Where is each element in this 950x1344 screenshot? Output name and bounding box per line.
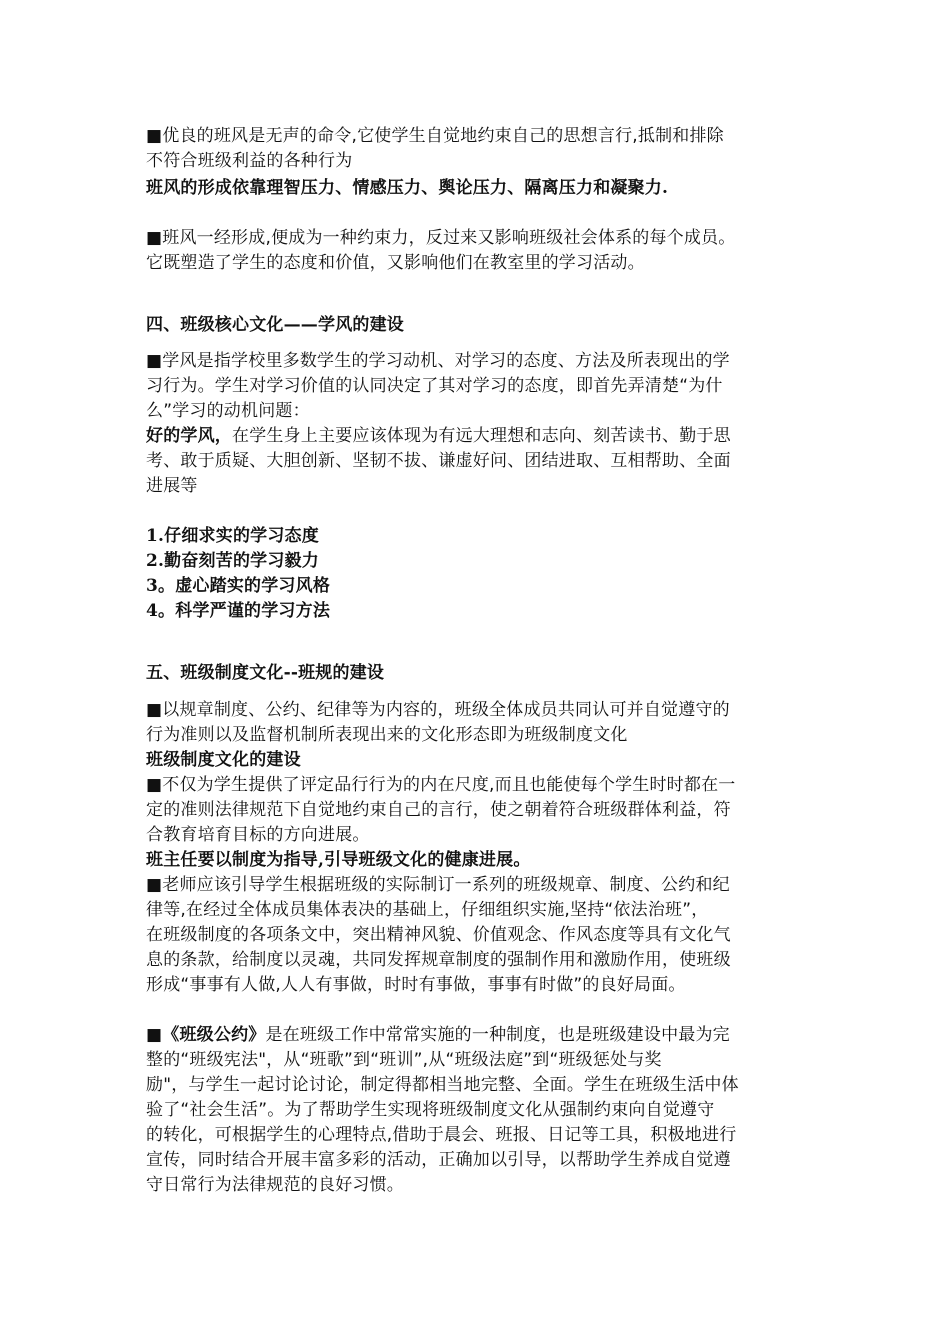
paragraph-line: 进展等 xyxy=(146,476,198,496)
paragraph-line: ■班风一经形成,便成为一种约束力，反过来又影响班级社会体系的每个成员。 xyxy=(146,228,736,248)
section-heading: 五、班级制度文化--班规的建设 xyxy=(146,663,385,683)
list-item: 1.仔细求实的学习态度 xyxy=(146,526,319,546)
paragraph-line: 息的条款，给制度以灵魂，共同发挥规章制度的强制作用和激励作用，使班级 xyxy=(146,950,731,970)
list-item: 4。科学严谨的学习方法 xyxy=(146,601,331,621)
bold-lead: 《班级公约》 xyxy=(162,1025,266,1045)
paragraph-line: 习行为。学生对学习价值的认同决定了其对学习的态度，即首先弄清楚“为什 xyxy=(146,376,723,396)
paragraph-line: ■老师应该引导学生根据班级的实际制订一系列的班级规章、制度、公约和纪 xyxy=(146,875,730,895)
bold-statement: 班主任要以制度为指导,引导班级文化的健康进展。 xyxy=(146,850,531,870)
paragraph-line: 验了“社会生活”。为了帮助学生实现将班级制度文化从强制约束向自觉遵守 xyxy=(146,1100,715,1120)
paragraph-line: 形成“事事有人做,人人有事做，时时有事做，事事有时做”的良好局面。 xyxy=(146,975,686,995)
paragraph-text: 在学生身上主要应该体现为有远大理想和志向、刻苦读书、勤于思 xyxy=(232,426,731,446)
paragraph-line: 守日常行为法律规范的良好习惯。 xyxy=(146,1175,404,1195)
section-heading: 四、班级核心文化——学风的建设 xyxy=(146,315,404,335)
paragraph-line xyxy=(146,1023,730,1047)
paragraph-line: 在班级制度的各项条文中，突出精神风貌、价值观念、作风态度等具有文化气 xyxy=(146,925,731,945)
paragraph-line: ■学风是指学校里多数学生的学习动机、对学习的态度、方法及所表现出的学 xyxy=(146,351,730,371)
bold-statement: 班级制度文化的建设 xyxy=(146,750,301,770)
paragraph-line: 行为准则以及监督机制所表现出来的文化形态即为班级制度文化 xyxy=(146,725,628,745)
paragraph-line: 考、敢于质疑、大胆创新、坚韧不拔、谦虚好问、团结进取、互相帮助、全面 xyxy=(146,451,731,471)
paragraph-line: 整的“班级宪法"，从“班歌”到“班训”,从“班级法庭”到“班级惩处与奖 xyxy=(146,1050,662,1070)
paragraph-line: 的转化，可根据学生的心理特点,借助于晨会、班报、日记等工具，积极地进行 xyxy=(146,1125,737,1145)
paragraph-line: 它既塑造了学生的态度和价值，又影响他们在教室里的学习活动。 xyxy=(146,253,645,273)
paragraph-line: 律等,在经过全体成员集体表决的基础上，仔细组织实施,坚持“依法治班”， xyxy=(146,900,709,920)
paragraph-line: ■以规章制度、公约、纪律等为内容的，班级全体成员共同认可并自觉遵守的 xyxy=(146,700,730,720)
paragraph-line: 定的准则法律规范下自觉地约束自己的言行，使之朝着符合班级群体利益，符 xyxy=(146,800,731,820)
paragraph-line: 不符合班级利益的各种行为 xyxy=(146,151,353,171)
paragraph-line xyxy=(146,424,731,448)
paragraph-line: ■不仅为学生提供了评定品行行为的内在尺度,而且也能使每个学生时时都在一 xyxy=(146,775,736,795)
list-item: 2.勤奋刻苦的学习毅力 xyxy=(146,551,319,571)
bold-statement: 班风的形成依靠理智压力、情感压力、舆论压力、隔离压力和凝聚力. xyxy=(146,178,669,198)
paragraph-line: 合教育培育目标的方向进展。 xyxy=(146,825,370,845)
bullet-mark: ■ xyxy=(146,1025,163,1045)
paragraph-text: 是在班级工作中常常实施的一种制度，也是班级建设中最为完 xyxy=(265,1025,730,1045)
paragraph-line: 励"，与学生一起讨论讨论，制定得都相当地完整、全面。学生在班级生活中体 xyxy=(146,1075,739,1095)
bold-lead: 好的学风， xyxy=(146,426,232,446)
paragraph-line: 宣传，同时结合开展丰富多彩的活动，正确加以引导，以帮助学生养成自觉遵 xyxy=(146,1150,731,1170)
list-item: 3。虚心踏实的学习风格 xyxy=(146,576,331,596)
paragraph-line: 么”学习的动机问题： xyxy=(146,401,310,421)
paragraph-line: ■优良的班风是无声的命令,它使学生自觉地约束自己的思想言行,抵制和排除 xyxy=(146,126,724,146)
